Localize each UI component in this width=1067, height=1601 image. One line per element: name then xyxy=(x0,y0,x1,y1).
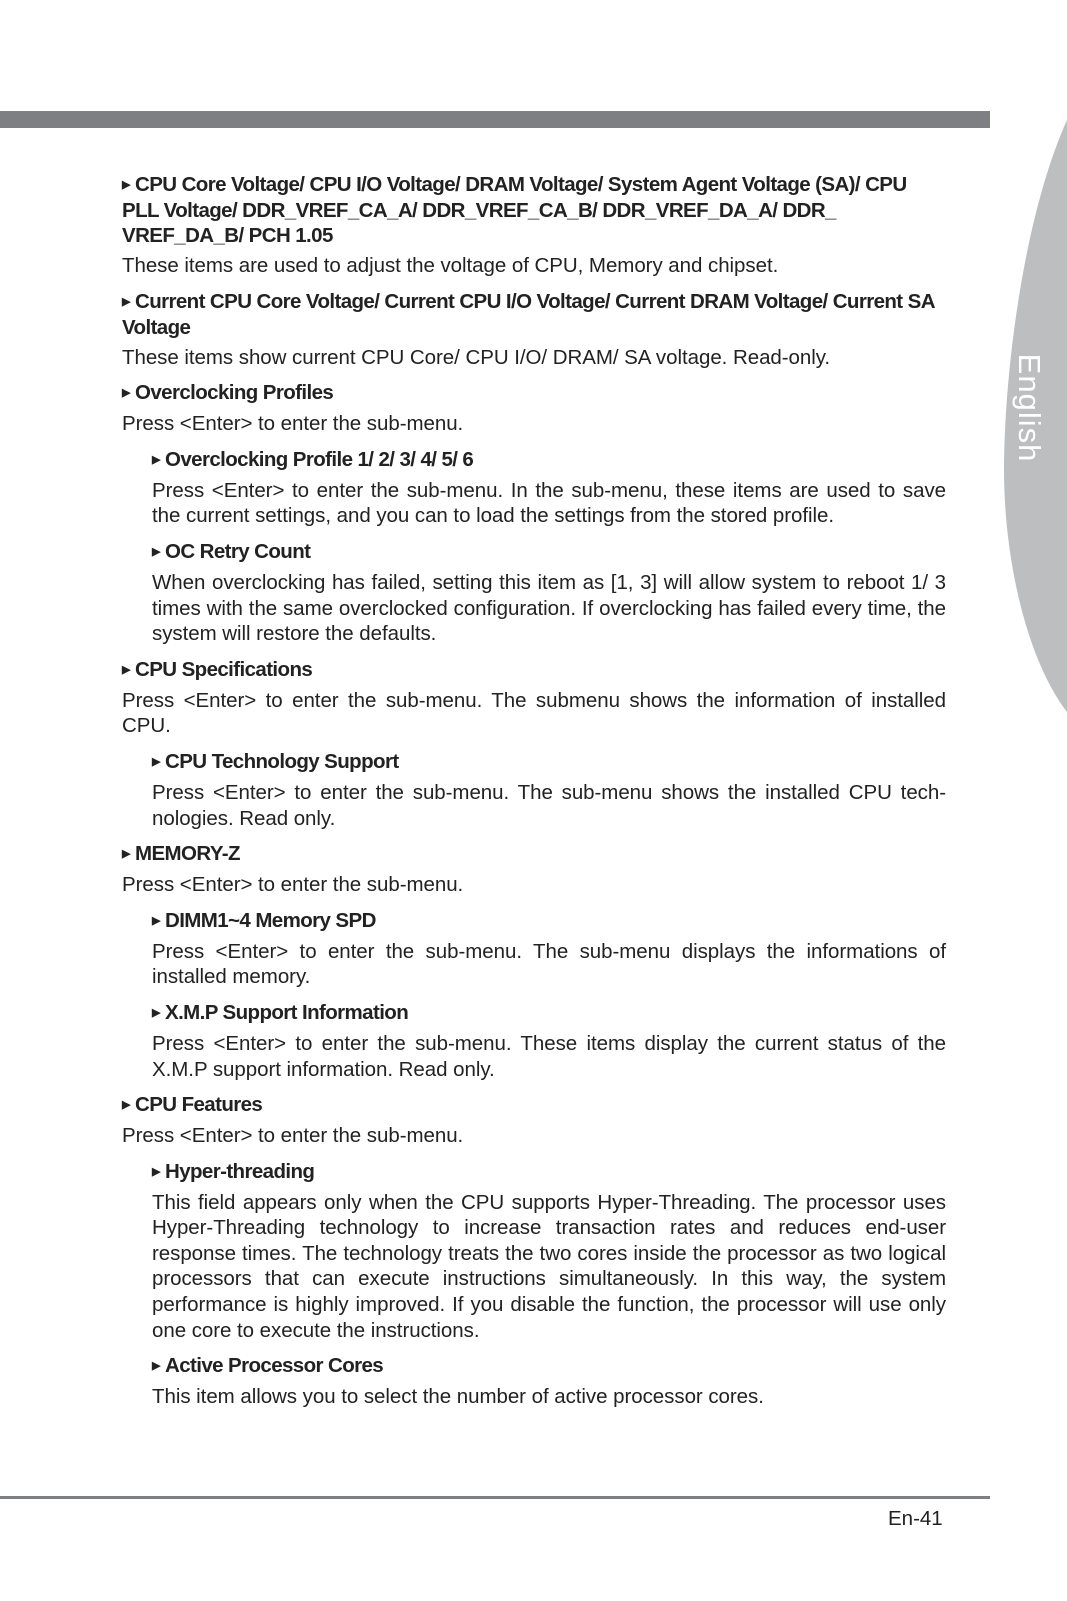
subsection-heading: ▶ OC Retry Count xyxy=(152,539,311,563)
manual-content xyxy=(122,172,946,1420)
subsection-body: This item allows you to select the number of active processor cores. xyxy=(152,1385,764,1409)
triangle-bullet-icon: ▶ xyxy=(152,1006,161,1019)
subsection-heading: ▶ Active Processor Cores xyxy=(152,1354,384,1378)
subsection xyxy=(152,1159,946,1344)
section-body: Press <Enter> to enter the sub-menu. xyxy=(122,873,464,897)
section-heading: ▶ Current CPU Core Voltage/ Current CPU I/O Voltage/ Current DRAM Voltage/ Current SA Voltage xyxy=(122,289,935,339)
subsection-body: This field appears only when the CPU supports Hyper-Threading. The processor uses Hyper-Threading technology to increase transaction rates and reduces end-user response times. The technology treats the two cores inside the processor as two logical processors that can execute instructions simultaneously. In this way, the system performance is highly improved. If you disable the function, the processor will use only one core to execute the instructions. xyxy=(152,1190,946,1342)
triangle-bullet-icon: ▶ xyxy=(152,453,161,466)
subsection-heading: ▶ Hyper-threading xyxy=(152,1159,315,1183)
header-bar xyxy=(0,111,990,128)
subsection xyxy=(152,539,946,647)
section-heading: ▶ CPU Features xyxy=(122,1093,263,1117)
subsection xyxy=(152,749,946,831)
section-body: Press <Enter> to enter the sub-menu. The submenu shows the information of installed CPU. xyxy=(122,688,946,738)
subsection-body: When overclocking has failed, setting this item as [1, 3] will allow system to reboot 1/ 3 times with the same overclocked configuration. If overclocking has failed every time, the system will restore the defaults. xyxy=(152,570,946,646)
section-body: Press <Enter> to enter the sub-menu. xyxy=(122,1124,464,1148)
triangle-bullet-icon: ▶ xyxy=(122,179,131,191)
subsection-body: Press <Enter> to enter the sub-menu. In the sub-menu, these items are used to save the current settings, and you can to load the settings from the stored profile. xyxy=(152,478,946,528)
section-heading: ▶ CPU Core Voltage/ CPU I/O Voltage/ DRAM Voltage/ System Agent Voltage (SA)/ CPU PLL Voltage/ DDR_VREF_CA_A/ DDR_VREF_CA_B/ DDR_VREF_DA_A/ DDR_ VREF_DA_B/ PCH 1.05 xyxy=(122,173,907,247)
subsection-body: Press <Enter> to enter the sub-menu. The sub-menu shows the installed CPU tech-nologies. Read only. xyxy=(152,780,946,830)
triangle-bullet-icon: ▶ xyxy=(122,1099,131,1112)
triangle-bullet-icon: ▶ xyxy=(122,848,131,861)
triangle-bullet-icon: ▶ xyxy=(122,387,131,400)
section xyxy=(122,380,946,437)
side-tab-label: English xyxy=(1012,353,1047,463)
section-body: Press <Enter> to enter the sub-menu. xyxy=(122,412,464,436)
section xyxy=(122,657,946,739)
subsection-heading: ▶ X.M.P Support Information xyxy=(152,1000,409,1024)
subsection xyxy=(152,1000,946,1082)
section xyxy=(122,841,946,898)
subsection-heading: ▶ DIMM1~4 Memory SPD xyxy=(152,908,376,932)
triangle-bullet-icon: ▶ xyxy=(152,1165,161,1178)
section-body: These items show current CPU Core/ CPU I/O/ DRAM/ SA voltage. Read-only. xyxy=(122,345,831,369)
triangle-bullet-icon: ▶ xyxy=(152,545,161,558)
footer-divider xyxy=(0,1496,990,1499)
section-heading: ▶ Overclocking Profiles xyxy=(122,381,334,405)
triangle-bullet-icon: ▶ xyxy=(122,663,131,676)
subsection-body: Press <Enter> to enter the sub-menu. The sub-menu displays the informations of installed memory. xyxy=(152,939,946,989)
triangle-bullet-icon: ▶ xyxy=(122,295,131,308)
subsection-heading: ▶ CPU Technology Support xyxy=(152,749,399,773)
subsection-heading: ▶ Overclocking Profile 1/ 2/ 3/ 4/ 5/ 6 xyxy=(152,447,474,471)
triangle-bullet-icon: ▶ xyxy=(152,914,161,927)
section-heading: ▶ MEMORY-Z xyxy=(122,842,240,866)
triangle-bullet-icon: ▶ xyxy=(152,755,161,768)
subsection xyxy=(152,1353,946,1410)
triangle-bullet-icon: ▶ xyxy=(152,1360,161,1373)
section xyxy=(122,172,946,279)
subsection xyxy=(152,447,946,529)
subsection-body: Press <Enter> to enter the sub-menu. These items display the current status of the X.M.P support information. Read only. xyxy=(152,1031,946,1081)
page-number: En-41 xyxy=(888,1507,943,1530)
subsection xyxy=(152,908,946,990)
section xyxy=(122,1092,946,1149)
section-heading: ▶ CPU Specifications xyxy=(122,657,313,681)
section-body: These items are used to adjust the voltage of CPU, Memory and chipset. xyxy=(122,254,779,277)
section xyxy=(122,289,946,371)
